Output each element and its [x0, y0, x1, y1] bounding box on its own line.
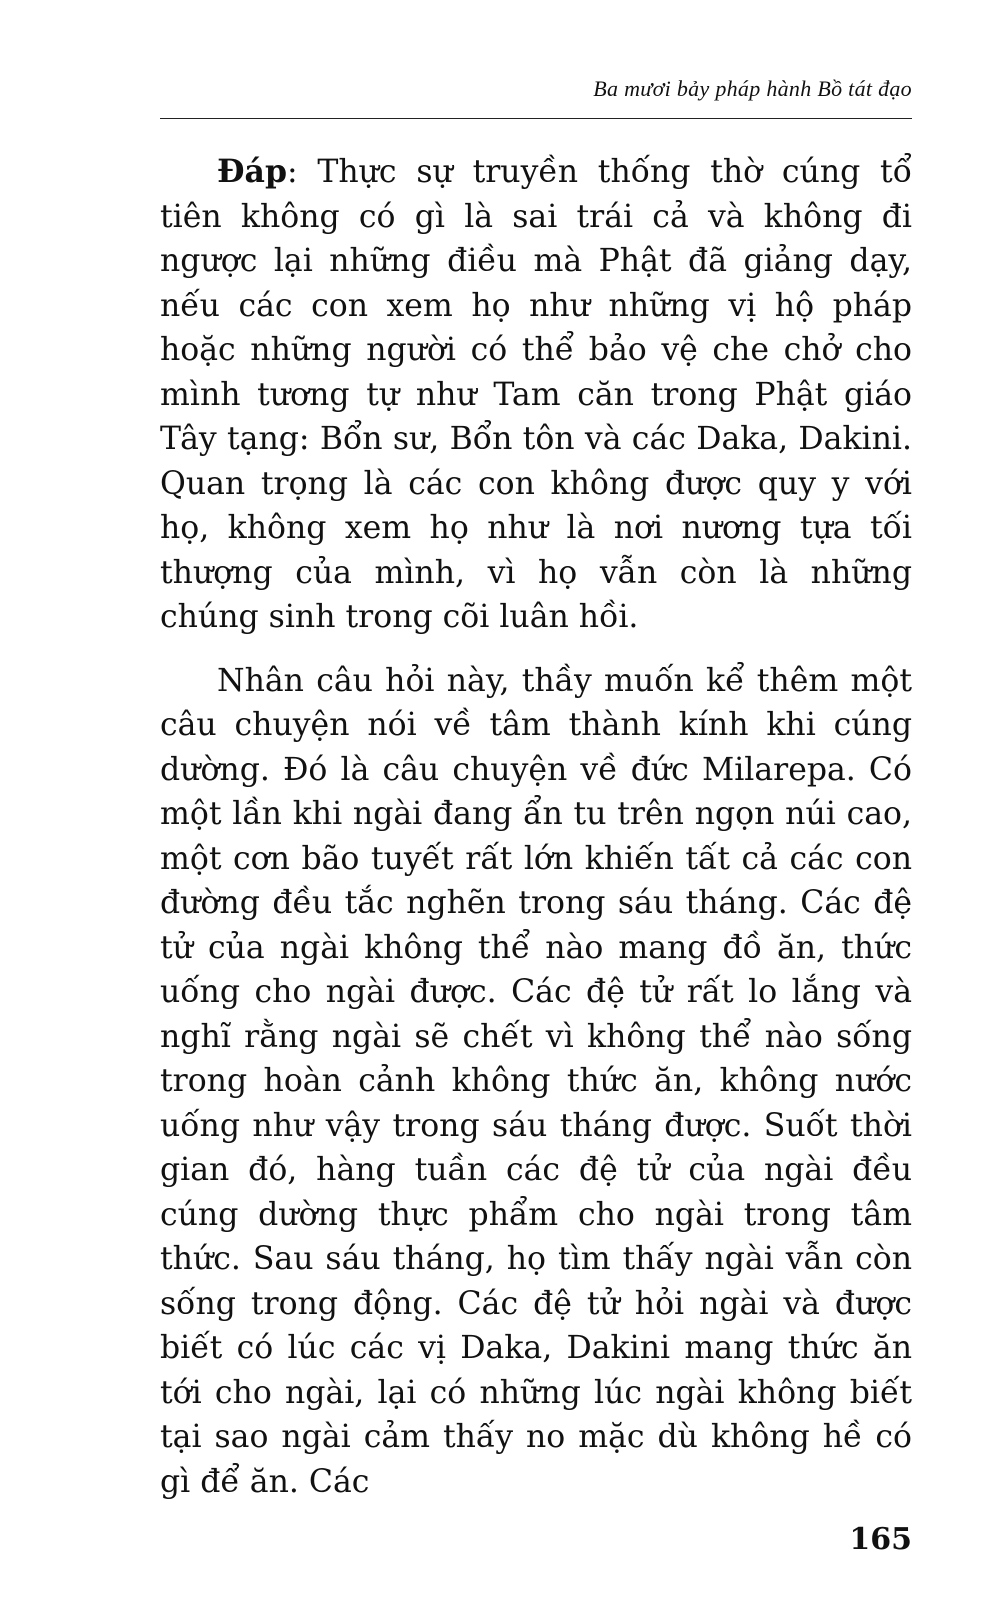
- header-divider: [160, 118, 912, 119]
- running-header: Ba mươi bảy pháp hành Bồ tát đạo: [593, 76, 912, 101]
- answer-label: Đáp: [217, 153, 287, 190]
- answer-paragraph: [160, 150, 912, 640]
- answer-text: : Thực sự truyền thống thờ cúng tổ tiên không có gì là sai trái cả và không đi ngược lại những điều mà Phật đã giảng dạy, nếu các con xem họ như những vị hộ pháp hoặc những người có thể bảo vệ che chở cho mình tương tự như Tam căn trong Phật giáo Tây tạng: Bổn sư, Bổn tôn và các Daka, Dakini. Quan trọng là các con không được quy y với họ, không xem họ như là nơi nương tựa tối thượng của mình, vì họ vẫn còn là những chúng sinh trong cõi luân hồi.: [160, 154, 912, 635]
- page-number: 165: [849, 1522, 912, 1557]
- story-paragraph: Nhân câu hỏi này, thầy muốn kể thêm một câu chuyện nói về tâm thành kính khi cúng dường. Đó là câu chuyện về đức Milarepa. Có một lần khi ngài đang ẩn tu trên ngọn núi cao, một cơn bão tuyết rất lớn khiến tất cả các con đường đều tắc nghẽn trong sáu tháng. Các đệ tử của ngài không thể nào mang đồ ăn, thức uống cho ngài được. Các đệ tử rất lo lắng và nghĩ rằng ngài sẽ chết vì không thể nào sống trong hoàn cảnh không thức ăn, không nước uống như vậy trong sáu tháng được. Suốt thời gian đó, hàng tuần các đệ tử của ngài đều cúng dường thực phẩm cho ngài trong tâm thức. Sau sáu tháng, họ tìm thấy ngài vẫn còn sống trong động. Các đệ tử hỏi ngài và được biết có lúc các vị Daka, Dakini mang thức ăn tới cho ngài, lại có những lúc ngài không biết tại sao ngài cảm thấy no mặc dù không hề có gì để ăn. Các: [160, 662, 912, 1500]
- page-body: [160, 150, 912, 1523]
